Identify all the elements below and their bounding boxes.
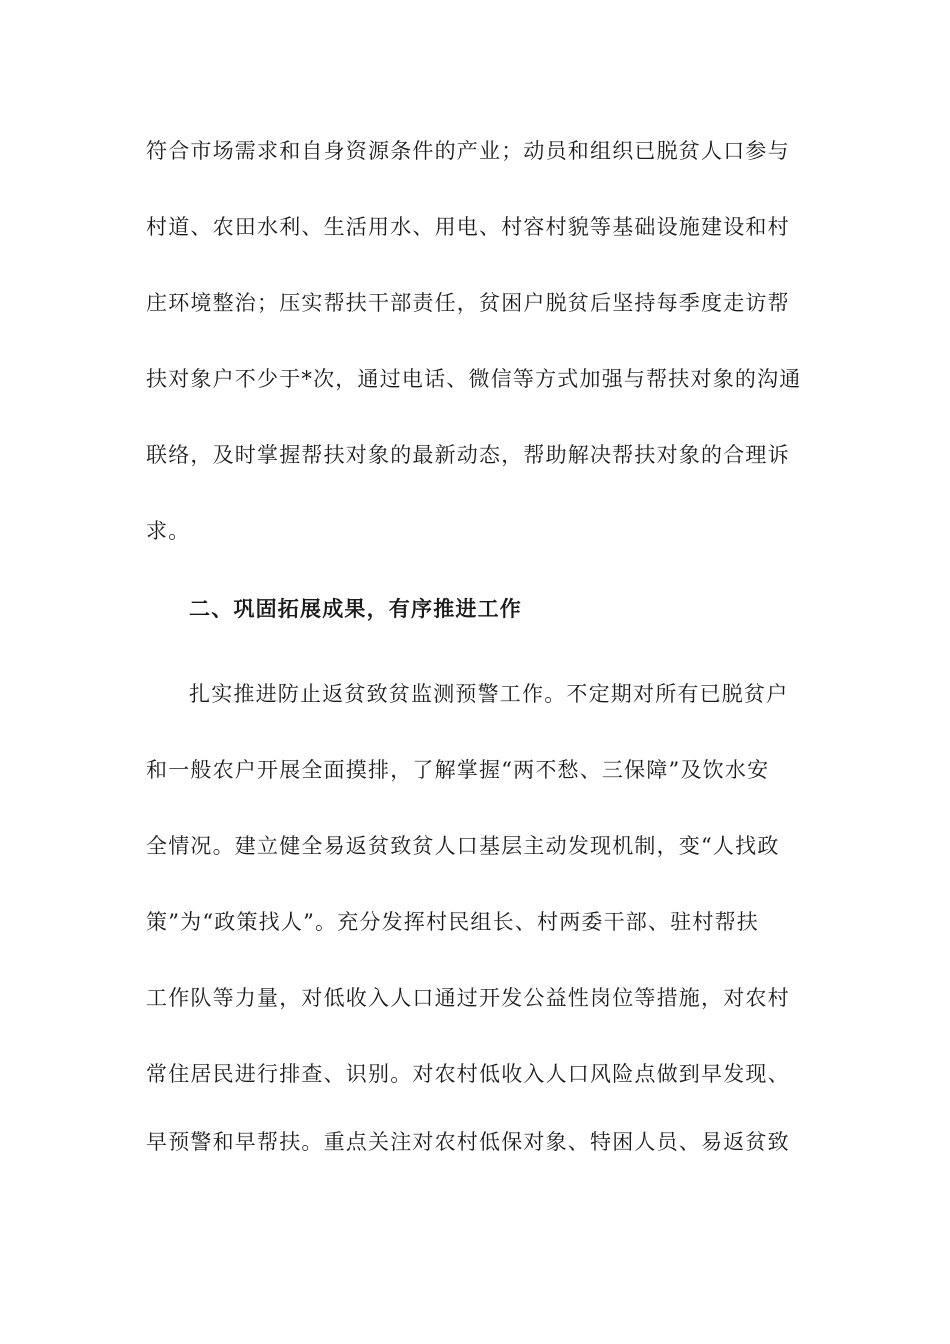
- paragraph-2-line-7: 早预警和早帮扶。重点关注对农村低保对象、特困人员、易返贫致: [146, 1130, 790, 1154]
- paragraph-1-line-2: 村道、农田水利、生活用水、用电、村容村貌等基础设施建设和村: [146, 215, 790, 239]
- paragraph-2-line-6: 常住居民进行排查、识别。对农村低收入人口风险点做到早发现、: [146, 1062, 790, 1086]
- paragraph-1-line-4: 扶对象户不少于*次，通过电话、微信等方式加强与帮扶对象的沟通: [146, 367, 802, 391]
- paragraph-2-line-4: 策”为“政策找人”。充分发挥村民组长、村两委干部、驻村帮扶: [146, 910, 760, 934]
- paragraph-1-line-6: 求。: [146, 519, 191, 543]
- paragraph-1-line-3: 庄环境整治；压实帮扶干部责任，贫困户脱贫后坚持每季度走访帮: [146, 291, 790, 315]
- paragraph-1-line-1: 符合市场需求和自身资源条件的产业；动员和组织已脱贫人口参与: [146, 139, 790, 163]
- paragraph-2-line-3: 全情况。建立健全易返贫致贫人口基层主动发现机制，变“人找政: [146, 834, 780, 858]
- paragraph-2-line-5: 工作队等力量，对低收入人口通过开发公益性岗位等措施，对农村: [146, 986, 790, 1010]
- paragraph-2-line-1: 扎实推进防止返贫致贫监测预警工作。不定期对所有已脱贫户: [189, 682, 789, 706]
- paragraph-2-line-2: 和一般农户开展全面摸排，了解掌握“两不愁、三保障”及饮水安: [146, 758, 770, 782]
- section-heading: 二、巩固拓展成果，有序推进工作: [189, 596, 522, 621]
- paragraph-1-line-5: 联络，及时掌握帮扶对象的最新动态，帮助解决帮扶对象的合理诉: [146, 443, 790, 467]
